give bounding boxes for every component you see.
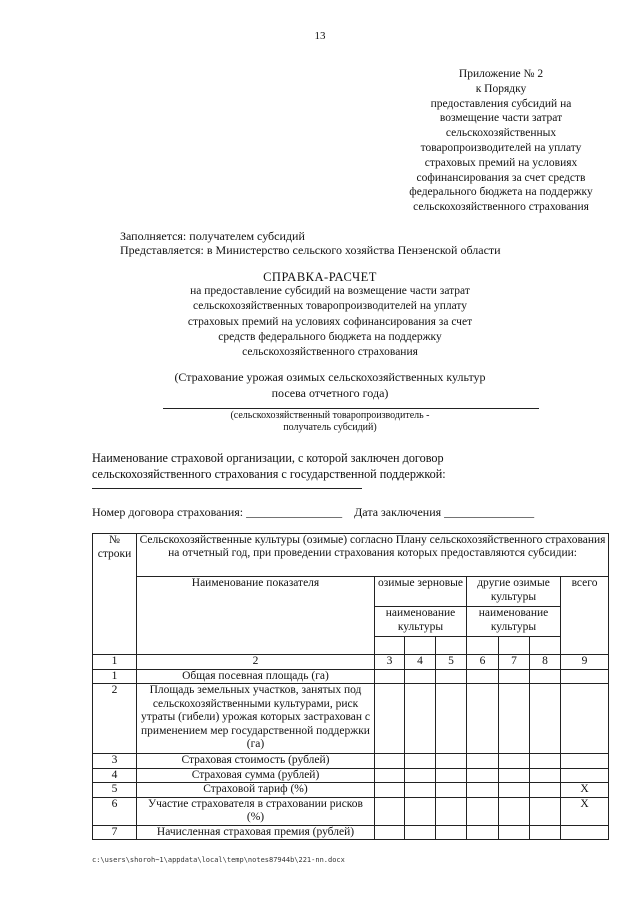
- value-cell[interactable]: [405, 825, 436, 840]
- crop-cell: [499, 637, 530, 655]
- value-cell[interactable]: [499, 669, 530, 684]
- insurance-type-note: [150, 370, 510, 401]
- appendix-line: страховых премий на условиях: [424, 156, 578, 169]
- indicator-header: Наименование показателя: [137, 577, 375, 655]
- calculation-table: [92, 533, 609, 840]
- value-cell[interactable]: [375, 754, 405, 769]
- subtitle-line: на предоставление субсидий на возмещение части затрат: [190, 285, 470, 297]
- note-line: (Страхование урожая озимых сельскохозяйственных культур: [174, 370, 486, 384]
- value-cell[interactable]: [436, 754, 467, 769]
- subtitle-line: сельскохозяйственных товаропроизводителей на уплату: [192, 300, 468, 313]
- column-number: 1: [93, 655, 137, 670]
- appendix-line: сельскохозяйственных: [445, 127, 557, 140]
- contract-number-label: Номер договора страхования: ________________: [92, 505, 343, 519]
- value-cell[interactable]: [436, 684, 467, 754]
- value-cell[interactable]: [499, 754, 530, 769]
- appendix-line: федерального бюджета на поддержку: [409, 186, 593, 199]
- value-cell[interactable]: [375, 669, 405, 684]
- crop-cell: [530, 637, 561, 655]
- crop-cell: [375, 637, 405, 655]
- row-indicator: Начисленная страховая премия (рублей): [137, 825, 375, 840]
- table-row: [93, 825, 609, 840]
- value-cell[interactable]: [436, 669, 467, 684]
- value-cell[interactable]: [499, 797, 530, 825]
- value-cell[interactable]: [499, 768, 530, 783]
- page-number: 13: [314, 30, 326, 42]
- value-cell[interactable]: [405, 684, 436, 754]
- appendix-line: предоставления субсидий на: [430, 97, 572, 110]
- table-row: [93, 684, 609, 754]
- column-number: 3: [375, 655, 405, 670]
- value-cell[interactable]: [375, 825, 405, 840]
- row-indicator: Страховая сумма (рублей): [137, 768, 375, 783]
- row-number: 5: [93, 783, 137, 798]
- column-number: 4: [405, 655, 436, 670]
- document-subtitle: [150, 284, 510, 360]
- crop-name-header: наименование культуры: [467, 607, 561, 637]
- total-cell: X: [561, 797, 609, 825]
- contract-date-label: Дата заключения _______________: [354, 505, 535, 519]
- value-cell[interactable]: [530, 754, 561, 769]
- appendix-line: к Порядку: [475, 82, 527, 95]
- subtitle-line: средств федерального бюджета на поддержку: [218, 330, 442, 343]
- subtitle-line: сельскохозяйственного страхования: [242, 346, 418, 359]
- value-cell[interactable]: [467, 797, 499, 825]
- value-cell[interactable]: [375, 783, 405, 798]
- value-cell[interactable]: [467, 754, 499, 769]
- total-cell[interactable]: [561, 825, 609, 840]
- column-number: 9: [561, 655, 609, 670]
- appendix-line: сельскохозяйственного страхования: [413, 201, 589, 214]
- column-number: 2: [137, 655, 375, 670]
- winter-grain-header: озимые зерновые: [375, 577, 467, 607]
- value-cell[interactable]: [530, 684, 561, 754]
- value-cell[interactable]: [499, 825, 530, 840]
- producer-name-line: [163, 408, 539, 409]
- value-cell[interactable]: [530, 768, 561, 783]
- producer-caption: [200, 410, 460, 434]
- value-cell[interactable]: [405, 797, 436, 825]
- value-cell[interactable]: [467, 768, 499, 783]
- value-cell[interactable]: [499, 783, 530, 798]
- value-cell[interactable]: [467, 669, 499, 684]
- total-cell: X: [561, 783, 609, 798]
- caption-line: получатель субсидий): [283, 422, 377, 433]
- subtitle-line: страховых премий на условиях софинансирования за счет: [187, 315, 473, 328]
- row-number-header-line: строки: [97, 547, 132, 560]
- file-path-footer: c:\users\shoroh~1\appdata\local\temp\notes87944b\221-nn.docx: [92, 856, 345, 864]
- total-cell[interactable]: [561, 754, 609, 769]
- value-cell[interactable]: [405, 669, 436, 684]
- column-number: 8: [530, 655, 561, 670]
- value-cell[interactable]: [405, 768, 436, 783]
- value-cell[interactable]: [405, 783, 436, 798]
- value-cell[interactable]: [375, 797, 405, 825]
- crop-name-header: наименование культуры: [375, 607, 467, 637]
- value-cell[interactable]: [467, 684, 499, 754]
- row-number-header: [93, 534, 137, 655]
- note-line: посева отчетного года): [271, 385, 389, 400]
- value-cell[interactable]: [499, 684, 530, 754]
- appendix-line: софинансирования за счет средств: [416, 171, 586, 184]
- value-cell[interactable]: [436, 783, 467, 798]
- contract-info: [92, 505, 534, 520]
- row-indicator: Страховая стоимость (рублей): [137, 754, 375, 769]
- total-cell[interactable]: [561, 768, 609, 783]
- table-row: [93, 768, 609, 783]
- column-numbers-row: [93, 655, 609, 670]
- filled-by-line: Заполняется: получателем субсидий: [120, 229, 305, 243]
- insurer-label-line: сельскохозяйственного страхования с государственной поддержкой:: [92, 466, 446, 481]
- value-cell[interactable]: [375, 768, 405, 783]
- row-number: 4: [93, 768, 137, 783]
- row-indicator: Участие страхователя в страховании рисков (%): [137, 797, 375, 825]
- row-number: 6: [93, 797, 137, 825]
- value-cell[interactable]: [375, 684, 405, 754]
- appendix-line: возмещение части затрат: [439, 112, 563, 125]
- value-cell[interactable]: [530, 783, 561, 798]
- crop-cell: [467, 637, 499, 655]
- row-number: 1: [93, 669, 137, 684]
- row-number: 7: [93, 825, 137, 840]
- table-row: [93, 669, 609, 684]
- table-row: [93, 783, 609, 798]
- crops-header: Сельскохозяйственные культуры (озимые) согласно Плану сельскохозяйственного страхования на отчетный год, при проведении страхования которых предоставляются субсидии:: [137, 534, 609, 577]
- crop-cell: [436, 637, 467, 655]
- total-header: всего: [561, 577, 609, 655]
- row-indicator: Площадь земельных участков, занятых под сельскохозяйственными культурами, риск утраты (гибели) урожая которых застрахован с применением мер государственной поддержки (га): [137, 684, 375, 754]
- column-number: 6: [467, 655, 499, 670]
- row-number: 3: [93, 754, 137, 769]
- appendix-line: товаропроизводителей на уплату: [420, 141, 582, 154]
- insurer-label-line: Наименование страховой организации, с которой заключен договор: [92, 451, 444, 465]
- insurer-name-line: [92, 488, 362, 489]
- appendix-header: [390, 67, 612, 215]
- table-row: [93, 754, 609, 769]
- row-indicator: Страховой тариф (%): [137, 783, 375, 798]
- row-indicator: Общая посевная площадь (га): [137, 669, 375, 684]
- caption-line: (сельскохозяйственный товаропроизводитель -: [230, 410, 430, 421]
- value-cell[interactable]: [436, 797, 467, 825]
- row-number: 2: [93, 684, 137, 754]
- value-cell[interactable]: [467, 783, 499, 798]
- column-number: 5: [436, 655, 467, 670]
- value-cell[interactable]: [530, 825, 561, 840]
- other-winter-header: другие озимые культуры: [467, 577, 561, 607]
- value-cell[interactable]: [436, 825, 467, 840]
- appendix-line: Приложение № 2: [458, 68, 544, 80]
- value-cell[interactable]: [467, 825, 499, 840]
- value-cell[interactable]: [436, 768, 467, 783]
- value-cell[interactable]: [405, 754, 436, 769]
- table-row: [93, 797, 609, 825]
- column-number: 7: [499, 655, 530, 670]
- row-number-header-line: №: [109, 534, 120, 546]
- value-cell[interactable]: [530, 797, 561, 825]
- insurer-label: [92, 451, 592, 482]
- total-cell[interactable]: [561, 684, 609, 754]
- total-cell[interactable]: [561, 669, 609, 684]
- document-title: СПРАВКА-РАСЧЕТ: [263, 270, 377, 284]
- crop-cell: [405, 637, 436, 655]
- value-cell[interactable]: [530, 669, 561, 684]
- submitted-to-line: Представляется: в Министерство сельского хозяйства Пензенской области: [120, 243, 501, 257]
